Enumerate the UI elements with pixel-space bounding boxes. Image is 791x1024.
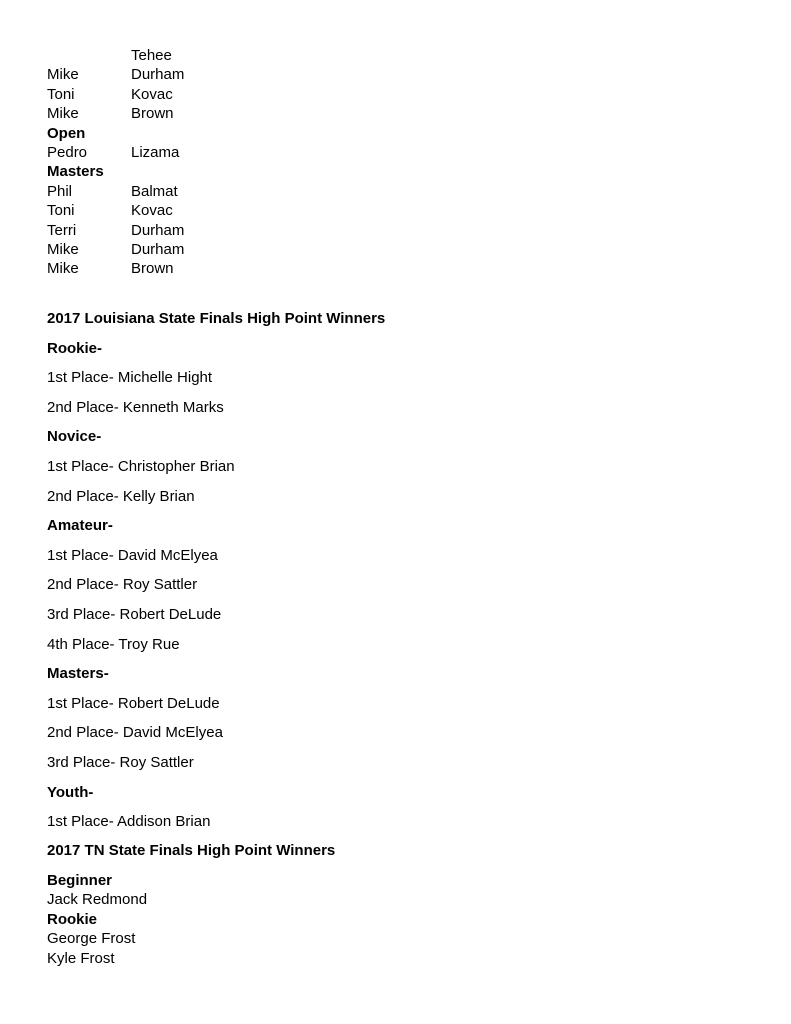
list-item: 4th Place- Troy Rue — [47, 635, 180, 653]
louisiana-rookie-heading: Rookie- — [47, 339, 103, 357]
first-name: Toni — [47, 85, 75, 103]
list-item: 3rd Place- Robert DeLude — [47, 605, 222, 623]
tennessee-section — [47, 871, 447, 968]
list-item: 1st Place- Addison Brian — [47, 813, 211, 831]
table-row — [47, 259, 447, 278]
last-name: Durham — [131, 221, 185, 239]
list-item: 3rd Place- Roy Sattler — [47, 753, 194, 771]
list-item: George Frost — [47, 930, 136, 948]
table-row — [47, 143, 447, 162]
first-name — [47, 46, 131, 65]
table-row — [47, 201, 447, 220]
list-item: 2nd Place- Roy Sattler — [47, 576, 198, 594]
masters-heading: Masters — [47, 163, 104, 181]
list-item: Kyle Frost — [47, 949, 115, 967]
list-item: 1st Place- Christopher Brian — [47, 457, 235, 475]
last-name: Durham — [131, 240, 185, 258]
louisiana-amateur-heading: Amateur- — [47, 517, 113, 535]
open-heading: Open — [47, 124, 86, 142]
table-row — [47, 104, 447, 123]
table-row — [47, 182, 447, 201]
first-name: Mike — [47, 66, 79, 84]
last-name: Kovac — [131, 202, 173, 220]
roster-continued — [47, 46, 447, 279]
tennessee-title: 2017 TN State Finals High Point Winners — [47, 842, 336, 859]
first-name: Mike — [47, 260, 79, 278]
last-name: Durham — [131, 66, 185, 84]
louisiana-masters-heading: Masters- — [47, 665, 109, 683]
table-row — [47, 240, 447, 259]
tennessee-rookie-heading: Rookie — [47, 910, 98, 928]
first-name: Toni — [47, 202, 75, 220]
last-name: Lizama — [131, 143, 180, 161]
list-item: Jack Redmond — [47, 891, 148, 909]
last-name: Brown — [131, 105, 174, 123]
list-item: 2nd Place- Kenneth Marks — [47, 398, 224, 416]
first-name: Pedro — [47, 143, 88, 161]
list-item: 1st Place- Robert DeLude — [47, 694, 220, 712]
table-row — [47, 85, 447, 104]
list-item: 2nd Place- Kelly Brian — [47, 487, 195, 505]
first-name: Mike — [47, 240, 79, 258]
table-row — [47, 65, 447, 84]
last-name: Kovac — [131, 85, 173, 103]
list-item: 1st Place- David McElyea — [47, 546, 218, 564]
louisiana-section — [47, 309, 647, 842]
last-name: Tehee — [131, 47, 172, 64]
last-name: Brown — [131, 260, 174, 278]
first-name: Terri — [47, 221, 77, 239]
tennessee-beginner-heading: Beginner — [47, 872, 113, 889]
list-item: 1st Place- Michelle Hight — [47, 369, 213, 387]
first-name: Mike — [47, 105, 79, 123]
table-row — [47, 221, 447, 240]
louisiana-novice-heading: Novice- — [47, 428, 102, 446]
list-item: 2nd Place- David McElyea — [47, 724, 223, 742]
table-row — [47, 46, 447, 65]
louisiana-youth-heading: Youth- — [47, 783, 94, 801]
first-name: Phil — [47, 182, 73, 200]
last-name: Balmat — [131, 182, 178, 200]
louisiana-title: 2017 Louisiana State Finals High Point Winners — [47, 310, 386, 327]
